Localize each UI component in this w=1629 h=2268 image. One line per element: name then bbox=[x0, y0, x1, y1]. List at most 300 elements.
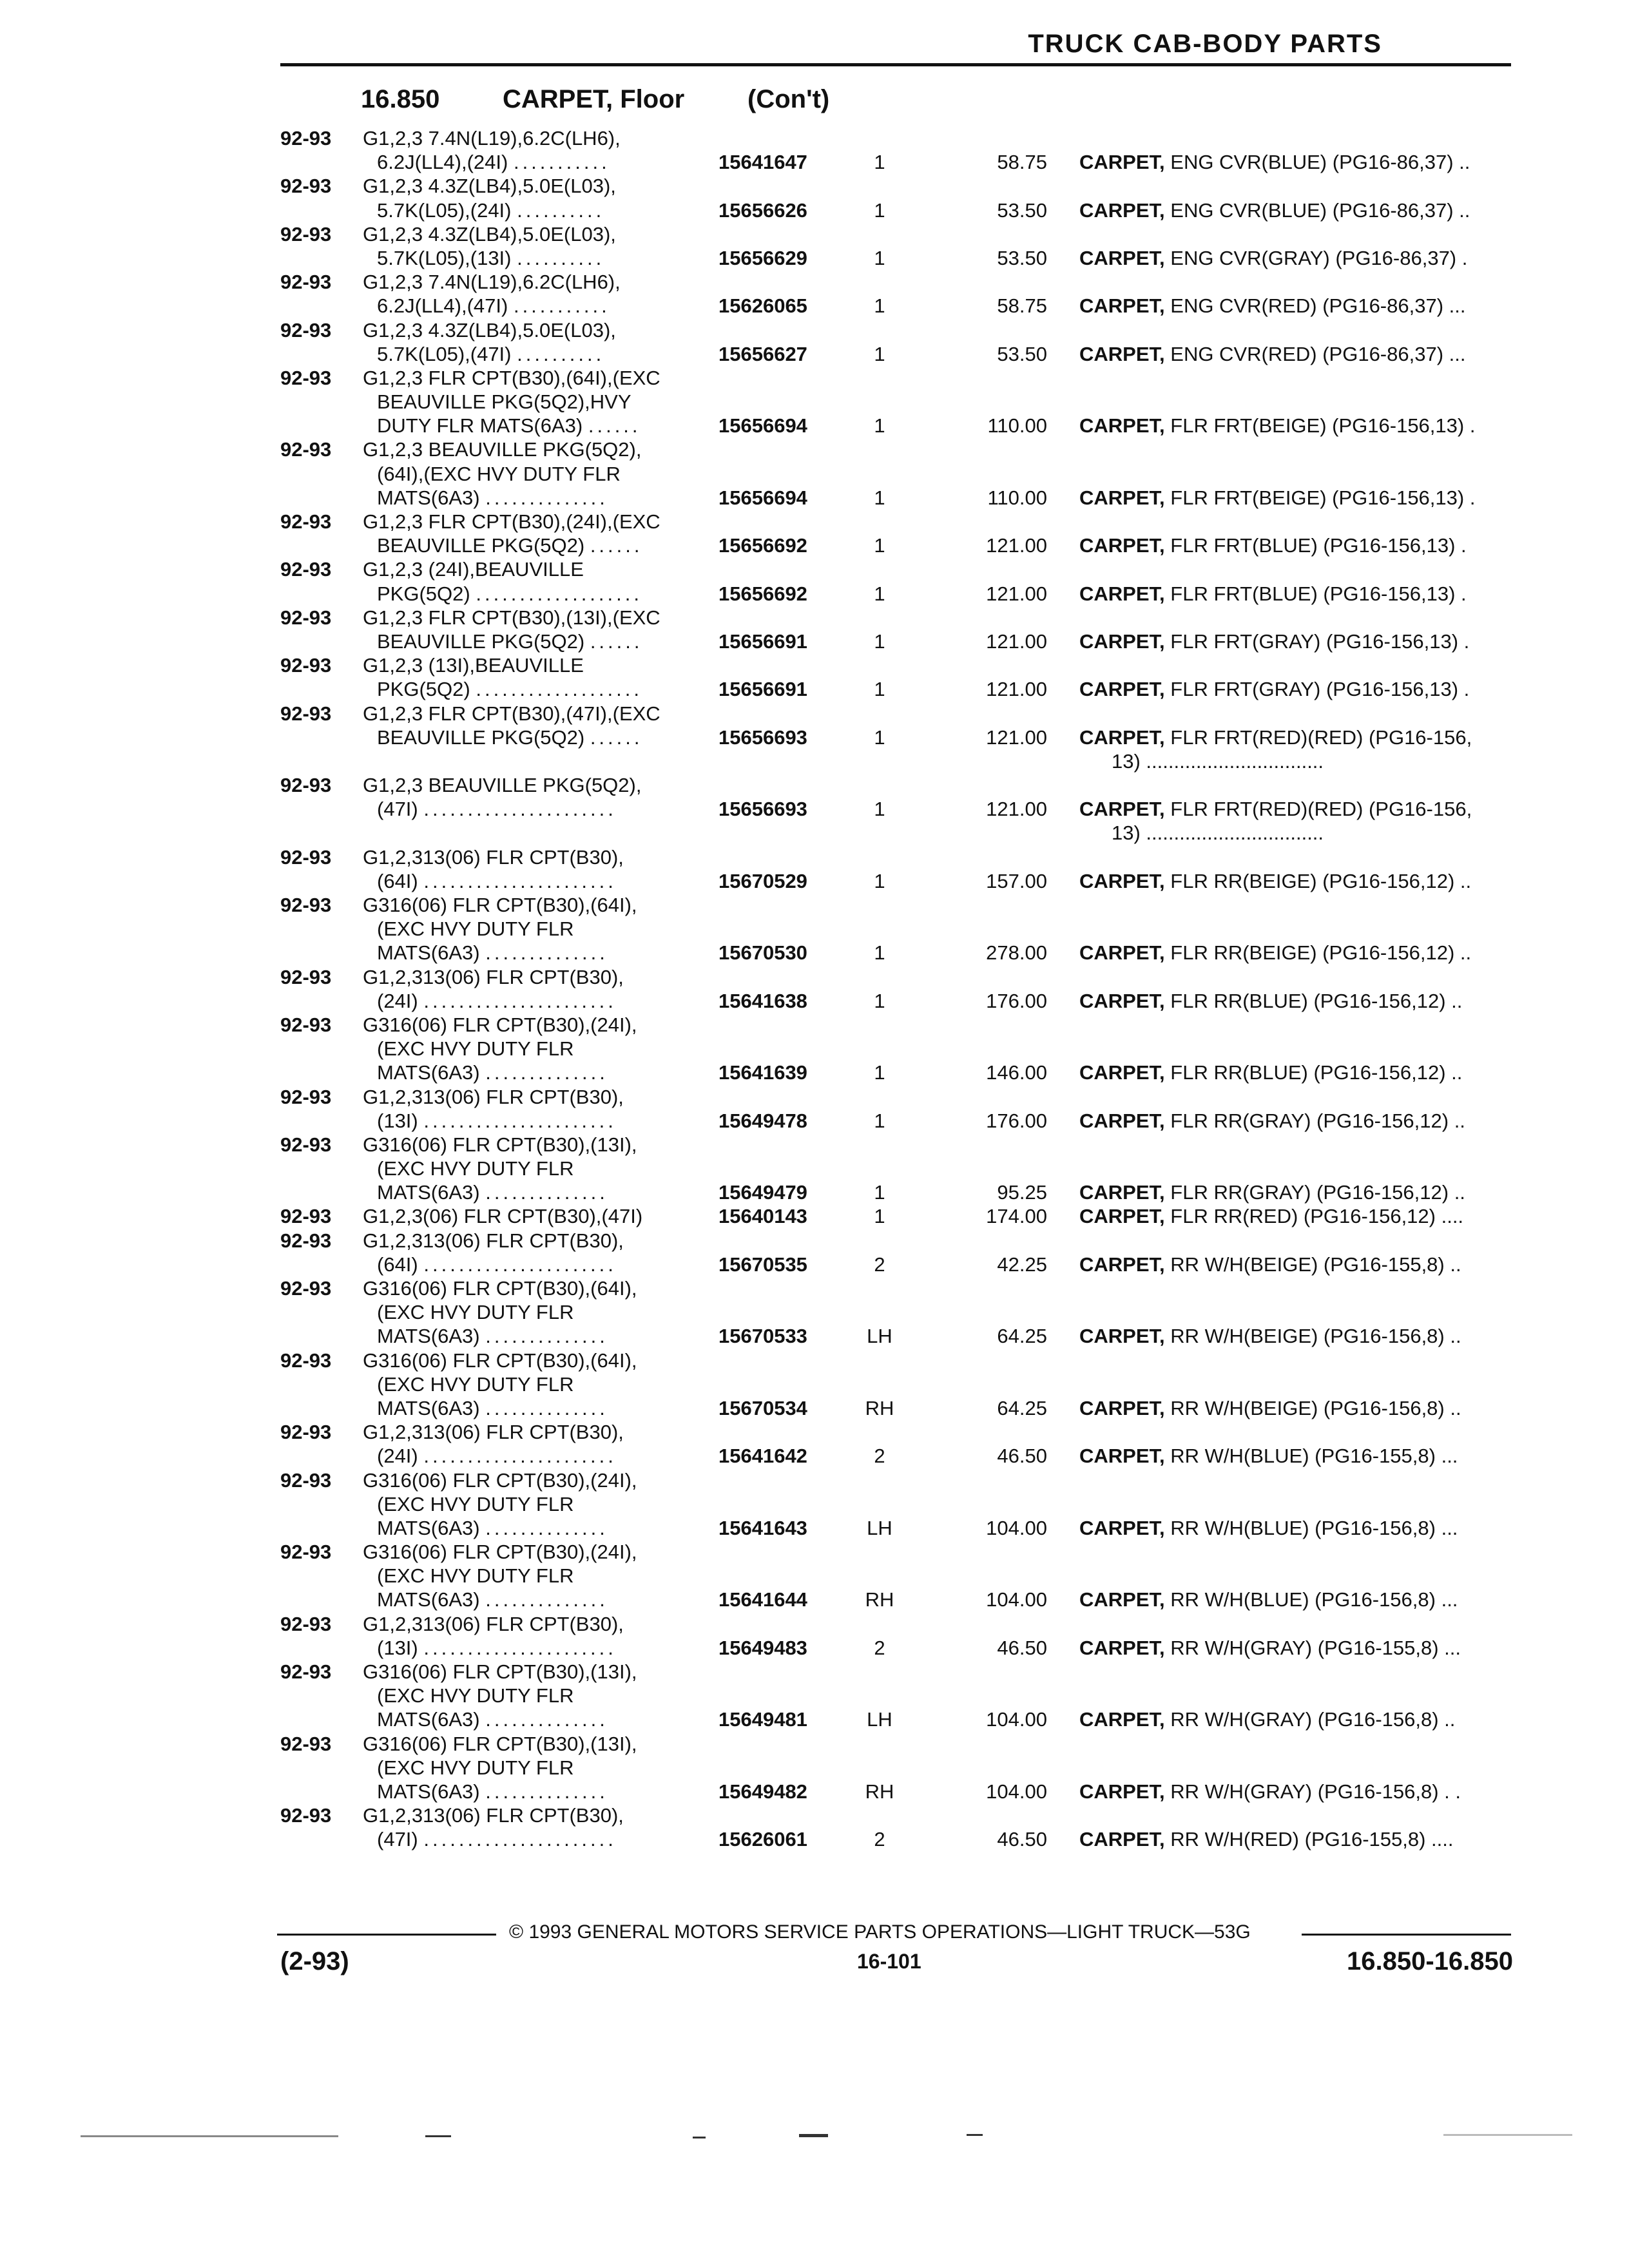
quantity: 1 bbox=[874, 414, 885, 437]
quantity: RH bbox=[865, 1588, 894, 1611]
part-detail: FLR FRT(GRAY) (PG16-156,13) . bbox=[1170, 678, 1470, 701]
parts-row-line bbox=[280, 1444, 1518, 1468]
parts-row-line bbox=[280, 390, 1518, 414]
part-number: 15649478 bbox=[718, 1109, 807, 1132]
usage-text: (47I) bbox=[377, 1828, 418, 1851]
parts-row bbox=[280, 1204, 1518, 1228]
price: 104.00 bbox=[986, 1708, 1047, 1731]
part-detail: RR W/H(BLUE) (PG16-155,8) ... bbox=[1170, 1445, 1458, 1468]
parts-row bbox=[280, 437, 1518, 510]
price: 121.00 bbox=[986, 582, 1047, 605]
part-description bbox=[1079, 414, 1475, 437]
price: 53.50 bbox=[997, 246, 1047, 269]
part-name: CARPET, bbox=[1079, 798, 1165, 821]
parts-row bbox=[280, 773, 1518, 845]
leader-dots: ...................... bbox=[423, 869, 617, 892]
leader-dots: ........... bbox=[513, 294, 610, 318]
usage-text: (EXC HVY DUTY FLR bbox=[377, 918, 574, 941]
usage-text: G1,2,3 BEAUVILLE PKG(5Q2), bbox=[363, 774, 642, 797]
usage-description bbox=[377, 1636, 617, 1660]
parts-row-line bbox=[280, 869, 1518, 893]
section-heading bbox=[361, 85, 829, 114]
usage-description bbox=[377, 462, 621, 486]
parts-row bbox=[280, 845, 1518, 893]
parts-row bbox=[280, 174, 1518, 222]
footer-date: (2-93) bbox=[280, 1947, 349, 1975]
part-description bbox=[1079, 629, 1469, 653]
part-number: 15656626 bbox=[718, 198, 807, 222]
part-name: CARPET, bbox=[1079, 1516, 1165, 1539]
usage-description bbox=[363, 318, 616, 342]
part-detail: FLR RR(GRAY) (PG16-156,12) .. bbox=[1170, 1109, 1465, 1132]
quantity: 1 bbox=[874, 869, 885, 892]
parts-row-line bbox=[280, 1827, 1518, 1851]
usage-description bbox=[363, 1540, 637, 1564]
part-number: 15649483 bbox=[718, 1636, 807, 1659]
parts-row-line bbox=[280, 941, 1518, 965]
part-number: 15641638 bbox=[718, 989, 807, 1012]
usage-text: (47I) bbox=[377, 798, 418, 821]
usage-description bbox=[377, 150, 610, 174]
usage-description bbox=[377, 1588, 608, 1611]
parts-row bbox=[280, 1229, 1518, 1276]
part-number: 15626061 bbox=[718, 1828, 807, 1851]
price: 42.25 bbox=[997, 1253, 1047, 1276]
usage-text: G316(06) FLR CPT(B30),(24I), bbox=[363, 1541, 637, 1564]
model-year: 92-93 bbox=[280, 654, 332, 677]
part-detail: RR W/H(RED) (PG16-155,8) .... bbox=[1170, 1828, 1454, 1851]
parts-row-line bbox=[280, 1492, 1518, 1516]
model-year: 92-93 bbox=[280, 175, 332, 198]
parts-row bbox=[280, 1468, 1518, 1541]
parts-row-line bbox=[280, 1109, 1518, 1133]
leader-dots: .............. bbox=[485, 1780, 608, 1803]
quantity: RH bbox=[865, 1396, 894, 1419]
price: 146.00 bbox=[986, 1061, 1047, 1084]
model-year: 92-93 bbox=[280, 845, 332, 869]
part-name: CARPET, bbox=[1079, 198, 1165, 222]
usage-description bbox=[377, 989, 617, 1013]
usage-text: MATS(6A3) bbox=[377, 1396, 480, 1419]
usage-description bbox=[363, 1013, 637, 1037]
footer-page-number: 16-101 bbox=[857, 1950, 921, 1973]
leader-dots: .............. bbox=[485, 1588, 608, 1611]
model-year: 92-93 bbox=[280, 1013, 332, 1036]
price: 110.00 bbox=[987, 414, 1047, 437]
parts-row bbox=[280, 965, 1518, 1013]
part-number: 15641639 bbox=[718, 1061, 807, 1084]
usage-description bbox=[377, 1707, 608, 1731]
parts-row bbox=[280, 1660, 1518, 1732]
usage-description bbox=[377, 1300, 574, 1324]
usage-description bbox=[363, 653, 584, 677]
usage-text: (EXC HVY DUTY FLR bbox=[377, 1372, 574, 1396]
part-description bbox=[1079, 1707, 1455, 1731]
parts-row-line bbox=[280, 1133, 1518, 1157]
usage-text: DUTY FLR MATS(6A3) bbox=[377, 414, 583, 437]
price: 53.50 bbox=[997, 342, 1047, 365]
usage-description bbox=[377, 294, 610, 318]
usage-description bbox=[363, 606, 660, 629]
leader-dots: ...................... bbox=[423, 989, 617, 1012]
part-number: 15641642 bbox=[718, 1445, 807, 1468]
model-year: 92-93 bbox=[280, 222, 332, 245]
model-year: 92-93 bbox=[280, 1804, 332, 1827]
leader-dots: .......... bbox=[517, 246, 605, 269]
part-number: 15656629 bbox=[718, 246, 807, 269]
part-description bbox=[1079, 198, 1470, 222]
parts-row-line bbox=[280, 1372, 1518, 1396]
model-year: 92-93 bbox=[280, 1612, 332, 1635]
scan-artifact bbox=[799, 2134, 828, 2137]
usage-text: (24I) bbox=[377, 989, 418, 1012]
usage-description bbox=[363, 270, 621, 294]
parts-row bbox=[280, 510, 1518, 557]
parts-row-line bbox=[280, 989, 1518, 1013]
usage-text: G1,2,3(06) FLR CPT(B30),(47I) bbox=[363, 1205, 643, 1228]
usage-text: G316(06) FLR CPT(B30),(64I), bbox=[363, 1277, 637, 1300]
parts-row-line bbox=[280, 606, 1518, 629]
leader-dots: .............. bbox=[485, 1708, 608, 1731]
usage-description bbox=[363, 1085, 624, 1109]
model-year: 92-93 bbox=[280, 510, 332, 533]
part-detail: RR W/H(GRAY) (PG16-156,8) . . bbox=[1170, 1780, 1461, 1803]
price: 121.00 bbox=[986, 629, 1047, 653]
footer-copyright: © 1993 GENERAL MOTORS SERVICE PARTS OPERATIONS—LIGHT TRUCK—53G bbox=[509, 1921, 1251, 1943]
part-name: CARPET, bbox=[1079, 342, 1165, 365]
model-year: 92-93 bbox=[280, 702, 332, 725]
footer-rule-left bbox=[277, 1934, 496, 1936]
leader-dots: .............. bbox=[485, 1396, 608, 1419]
parts-row-line bbox=[280, 1157, 1518, 1180]
parts-row-line bbox=[280, 1300, 1518, 1324]
usage-description bbox=[377, 390, 631, 414]
part-description bbox=[1079, 1516, 1458, 1540]
model-year: 92-93 bbox=[280, 965, 332, 988]
part-name: CARPET, bbox=[1079, 1325, 1165, 1348]
model-year: 92-93 bbox=[280, 1349, 332, 1372]
scan-artifact bbox=[967, 2134, 983, 2136]
part-detail: FLR FRT(BEIGE) (PG16-156,13) . bbox=[1170, 486, 1476, 509]
usage-description bbox=[377, 486, 608, 510]
quantity: 1 bbox=[874, 1181, 885, 1204]
usage-description bbox=[377, 1372, 574, 1396]
quantity: 1 bbox=[874, 294, 885, 318]
price: 58.75 bbox=[997, 151, 1047, 174]
parts-row bbox=[280, 1349, 1518, 1421]
quantity: 1 bbox=[874, 1109, 885, 1132]
part-description bbox=[1079, 486, 1475, 510]
usage-text: G1,2,313(06) FLR CPT(B30), bbox=[363, 1085, 624, 1108]
part-detail: FLR FRT(BLUE) (PG16-156,13) . bbox=[1170, 582, 1467, 605]
parts-row-line bbox=[280, 533, 1518, 557]
parts-row-line bbox=[280, 917, 1518, 941]
usage-description bbox=[377, 1324, 608, 1348]
model-year: 92-93 bbox=[280, 1085, 332, 1108]
part-number: 15641644 bbox=[718, 1588, 807, 1611]
parts-row bbox=[280, 222, 1518, 270]
usage-text: G316(06) FLR CPT(B30),(64I), bbox=[363, 894, 637, 916]
part-name: CARPET, bbox=[1079, 294, 1165, 318]
price: 95.25 bbox=[997, 1181, 1047, 1204]
leader-dots: ................... bbox=[476, 678, 642, 701]
usage-text: MATS(6A3) bbox=[377, 1061, 480, 1084]
part-description bbox=[1079, 1827, 1454, 1851]
part-number: 15656693 bbox=[718, 726, 807, 749]
price: 121.00 bbox=[986, 534, 1047, 557]
parts-row-line bbox=[280, 582, 1518, 606]
usage-description bbox=[377, 533, 643, 557]
usage-description bbox=[377, 246, 604, 270]
usage-text: G1,2,313(06) FLR CPT(B30), bbox=[363, 1804, 624, 1827]
parts-row-line bbox=[280, 1588, 1518, 1611]
part-name: CARPET, bbox=[1079, 1109, 1165, 1132]
leader-dots: .............. bbox=[485, 1181, 608, 1204]
usage-description bbox=[363, 702, 660, 726]
part-description bbox=[1079, 797, 1472, 821]
usage-description bbox=[377, 917, 574, 941]
parts-row bbox=[280, 702, 1518, 774]
usage-text: G1,2,3 4.3Z(LB4),5.0E(L03), bbox=[363, 222, 616, 245]
part-number: 15656694 bbox=[718, 414, 807, 437]
usage-text: MATS(6A3) bbox=[377, 486, 480, 509]
part-name: CARPET, bbox=[1079, 534, 1165, 557]
parts-row-line bbox=[280, 198, 1518, 222]
usage-description bbox=[363, 222, 616, 246]
part-number: 15670534 bbox=[718, 1396, 807, 1419]
part-name: CARPET, bbox=[1079, 941, 1165, 965]
parts-row bbox=[280, 126, 1518, 174]
quantity: 1 bbox=[874, 198, 885, 222]
usage-description bbox=[377, 342, 604, 366]
part-detail: FLR FRT(RED)(RED) (PG16-156, bbox=[1170, 798, 1472, 821]
quantity: RH bbox=[865, 1780, 894, 1803]
part-detail: RR W/H(BEIGE) (PG16-156,8) .. bbox=[1170, 1396, 1461, 1419]
part-description bbox=[1079, 1588, 1458, 1611]
usage-description bbox=[377, 1109, 617, 1133]
section-number: 16.850 bbox=[361, 85, 440, 113]
usage-description bbox=[363, 893, 637, 917]
price: 46.50 bbox=[997, 1828, 1047, 1851]
part-name: CARPET, bbox=[1079, 869, 1165, 892]
usage-description bbox=[377, 629, 643, 653]
model-year: 92-93 bbox=[280, 318, 332, 341]
parts-row-line bbox=[280, 845, 1518, 869]
part-description bbox=[1079, 1109, 1465, 1133]
usage-description bbox=[377, 1492, 574, 1516]
part-detail: FLR FRT(RED)(RED) (PG16-156, bbox=[1170, 726, 1472, 749]
model-year: 92-93 bbox=[280, 774, 332, 797]
quantity: 1 bbox=[874, 486, 885, 509]
usage-text: G1,2,3 FLR CPT(B30),(64I),(EXC bbox=[363, 366, 660, 389]
parts-row-line bbox=[280, 629, 1518, 653]
parts-row-line bbox=[280, 1636, 1518, 1660]
footer-section-range: 16.850-16.850 bbox=[1346, 1947, 1513, 1975]
part-number: 15641643 bbox=[718, 1516, 807, 1539]
part-description bbox=[1079, 941, 1471, 965]
usage-text: (EXC HVY DUTY FLR bbox=[377, 1157, 574, 1180]
part-number: 15670535 bbox=[718, 1253, 807, 1276]
part-number: 15656691 bbox=[718, 629, 807, 653]
quantity: 1 bbox=[874, 1205, 885, 1228]
quantity: 1 bbox=[874, 1061, 885, 1084]
part-detail: RR W/H(BLUE) (PG16-156,8) ... bbox=[1170, 1588, 1458, 1611]
usage-text: G316(06) FLR CPT(B30),(13I), bbox=[363, 1133, 637, 1156]
price: 104.00 bbox=[986, 1588, 1047, 1611]
parts-row-line bbox=[280, 1732, 1518, 1756]
usage-text: (64I) bbox=[377, 869, 418, 892]
leader-dots: .......... bbox=[517, 342, 605, 365]
leader-dots: ...................... bbox=[423, 798, 617, 821]
usage-description bbox=[363, 1660, 637, 1684]
usage-description bbox=[363, 1612, 624, 1636]
price: 121.00 bbox=[986, 726, 1047, 749]
part-description bbox=[1079, 294, 1465, 318]
parts-row-line bbox=[280, 1540, 1518, 1564]
usage-text: G1,2,3 7.4N(L19),6.2C(LH6), bbox=[363, 127, 621, 149]
part-detail: FLR RR(BLUE) (PG16-156,12) .. bbox=[1170, 989, 1463, 1012]
model-year: 92-93 bbox=[280, 1660, 332, 1683]
usage-description bbox=[377, 1396, 608, 1420]
part-description bbox=[1079, 342, 1465, 366]
parts-row-line bbox=[280, 1780, 1518, 1803]
quantity: 1 bbox=[874, 151, 885, 174]
part-name: CARPET, bbox=[1079, 414, 1165, 437]
usage-text: G1,2,3 FLR CPT(B30),(13I),(EXC bbox=[363, 606, 660, 629]
usage-text: G1,2,3 (13I),BEAUVILLE bbox=[363, 654, 584, 677]
part-description bbox=[1079, 1636, 1461, 1660]
usage-text: G316(06) FLR CPT(B30),(64I), bbox=[363, 1349, 637, 1372]
usage-text: (EXC HVY DUTY FLR bbox=[377, 1756, 574, 1779]
usage-description bbox=[377, 1516, 608, 1540]
parts-row-line bbox=[280, 294, 1518, 318]
usage-description bbox=[363, 1732, 637, 1756]
price: 121.00 bbox=[986, 678, 1047, 701]
usage-description bbox=[377, 1827, 617, 1851]
parts-row bbox=[280, 366, 1518, 438]
leader-dots: ...... bbox=[590, 726, 643, 749]
usage-description bbox=[363, 845, 624, 869]
part-name: CARPET, bbox=[1079, 726, 1165, 749]
usage-description bbox=[377, 1756, 574, 1780]
usage-text: BEAUVILLE PKG(5Q2) bbox=[377, 629, 585, 653]
usage-text: MATS(6A3) bbox=[377, 1780, 480, 1803]
model-year: 92-93 bbox=[280, 606, 332, 629]
part-description bbox=[1079, 1180, 1465, 1204]
scan-artifact bbox=[425, 2135, 451, 2137]
parts-row-line bbox=[280, 1061, 1518, 1084]
price: 53.50 bbox=[997, 198, 1047, 222]
quantity: 1 bbox=[874, 342, 885, 365]
leader-dots: ...................... bbox=[423, 1828, 617, 1851]
parts-row-line bbox=[280, 1253, 1518, 1276]
part-number: 15656627 bbox=[718, 342, 807, 365]
quantity: 1 bbox=[874, 534, 885, 557]
parts-row bbox=[280, 606, 1518, 653]
parts-row bbox=[280, 1540, 1518, 1612]
usage-description bbox=[377, 677, 642, 701]
usage-text: (64I) bbox=[377, 1253, 418, 1276]
model-year: 92-93 bbox=[280, 1133, 332, 1156]
usage-text: G1,2,3 (24I),BEAUVILLE bbox=[363, 558, 584, 581]
usage-text: (24I) bbox=[377, 1445, 418, 1468]
parts-row-line bbox=[280, 414, 1518, 437]
quantity: 1 bbox=[874, 678, 885, 701]
usage-text: G1,2,313(06) FLR CPT(B30), bbox=[363, 1612, 624, 1635]
price: 121.00 bbox=[986, 798, 1047, 821]
usage-text: MATS(6A3) bbox=[377, 1325, 480, 1348]
usage-text: G1,2,313(06) FLR CPT(B30), bbox=[363, 1229, 624, 1252]
price: 157.00 bbox=[986, 869, 1047, 892]
usage-description bbox=[377, 1444, 617, 1468]
parts-row-line bbox=[280, 1180, 1518, 1204]
model-year: 92-93 bbox=[280, 1541, 332, 1564]
quantity: 1 bbox=[874, 989, 885, 1012]
usage-description bbox=[363, 965, 624, 989]
parts-row-line bbox=[280, 126, 1518, 150]
part-detail: FLR FRT(BEIGE) (PG16-156,13) . bbox=[1170, 414, 1476, 437]
quantity: LH bbox=[867, 1516, 892, 1539]
quantity: 1 bbox=[874, 726, 885, 749]
model-year: 92-93 bbox=[280, 1229, 332, 1252]
parts-row bbox=[280, 1133, 1518, 1205]
price: 46.50 bbox=[997, 1636, 1047, 1659]
price: 110.00 bbox=[987, 486, 1047, 509]
leader-dots: ................... bbox=[476, 582, 642, 605]
usage-description bbox=[363, 1229, 624, 1253]
quantity: 1 bbox=[874, 629, 885, 653]
quantity: 1 bbox=[874, 582, 885, 605]
parts-row-line bbox=[280, 1660, 1518, 1684]
part-detail: FLR RR(RED) (PG16-156,12) .... bbox=[1170, 1205, 1464, 1228]
parts-row-line bbox=[280, 1276, 1518, 1300]
leader-dots: .............. bbox=[485, 486, 608, 509]
part-description bbox=[1079, 1396, 1461, 1420]
usage-text: MATS(6A3) bbox=[377, 1708, 480, 1731]
usage-text: G316(06) FLR CPT(B30),(13I), bbox=[363, 1660, 637, 1683]
parts-row bbox=[280, 270, 1518, 318]
parts-row-line bbox=[280, 437, 1518, 461]
part-description bbox=[1079, 582, 1467, 606]
quantity: 2 bbox=[874, 1445, 885, 1468]
parts-row-line bbox=[280, 1707, 1518, 1731]
parts-row bbox=[280, 1803, 1518, 1851]
usage-text: G1,2,313(06) FLR CPT(B30), bbox=[363, 1421, 624, 1444]
leader-dots: .............. bbox=[485, 941, 608, 965]
part-detail: RR W/H(BEIGE) (PG16-155,8) .. bbox=[1170, 1253, 1461, 1276]
section-continued: (Con't) bbox=[747, 85, 830, 113]
part-name: CARPET, bbox=[1079, 1061, 1165, 1084]
parts-row-line bbox=[280, 150, 1518, 174]
usage-text: G1,2,3 4.3Z(LB4),5.0E(L03), bbox=[363, 318, 616, 341]
part-detail: RR W/H(GRAY) (PG16-156,8) .. bbox=[1170, 1708, 1456, 1731]
model-year: 92-93 bbox=[280, 1205, 332, 1228]
part-number: 15670530 bbox=[718, 941, 807, 965]
usage-description bbox=[363, 366, 660, 390]
usage-description bbox=[377, 1780, 608, 1803]
usage-description bbox=[377, 1061, 608, 1084]
parts-row bbox=[280, 1732, 1518, 1804]
model-year: 92-93 bbox=[280, 438, 332, 461]
price: 176.00 bbox=[986, 989, 1047, 1012]
part-detail: FLR RR(GRAY) (PG16-156,12) .. bbox=[1170, 1181, 1465, 1204]
quantity: 2 bbox=[874, 1253, 885, 1276]
part-detail: ENG CVR(GRAY) (PG16-86,37) . bbox=[1170, 246, 1468, 269]
part-name: CARPET, bbox=[1079, 1445, 1165, 1468]
part-number: 15649482 bbox=[718, 1780, 807, 1803]
usage-text: MATS(6A3) bbox=[377, 1181, 480, 1204]
part-number: 15640143 bbox=[718, 1205, 807, 1228]
